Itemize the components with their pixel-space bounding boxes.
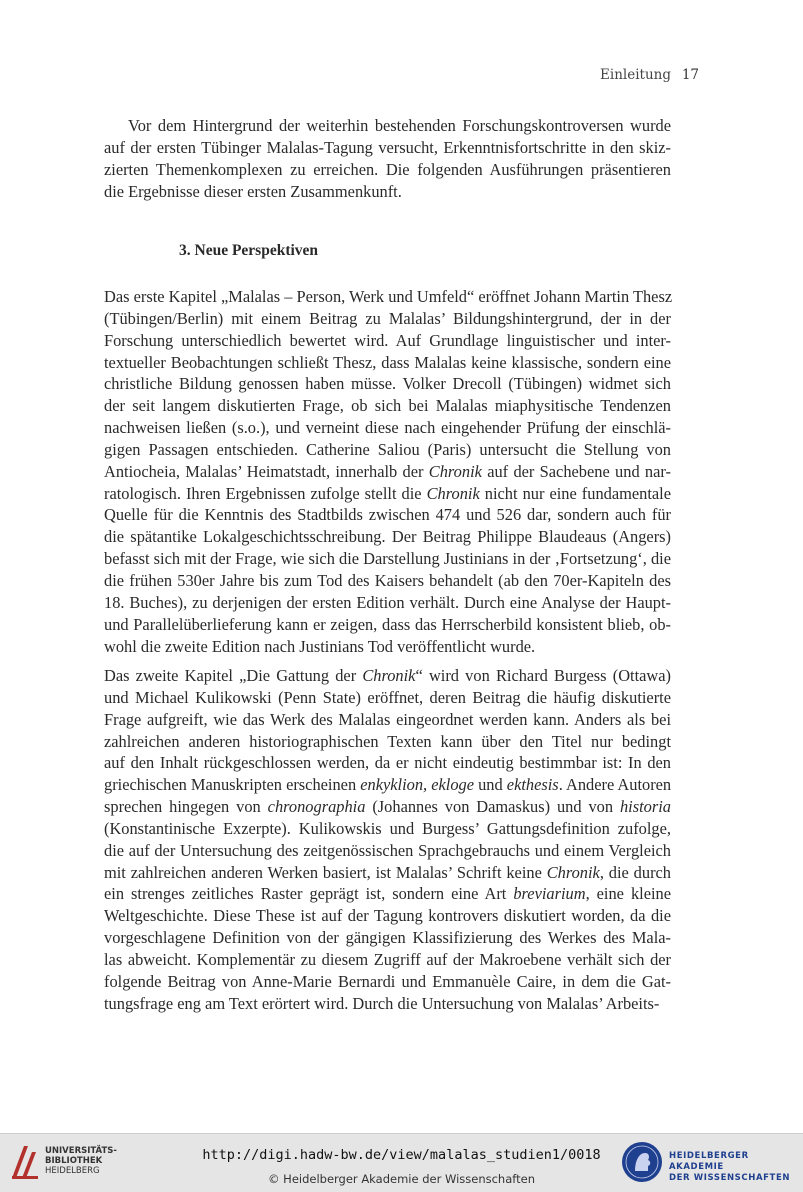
text-line: tungsfrage eng am Text erörtert wird. Durch die Untersuchung von Malalas’ Arbeits- bbox=[104, 993, 660, 1013]
text-line: Das erste Kapitel „Malalas – Person, Werk und Umfeld“ eröffnet Johann Martin Thesz bbox=[104, 287, 673, 306]
text-line: Weltgeschichte. Diese These ist auf der Tagung kontrovers diskutiert worden, da die bbox=[104, 906, 671, 926]
running-title: Einleitung bbox=[600, 67, 671, 83]
section-heading: 3. Neue Perspektiven bbox=[179, 242, 319, 259]
permalink-url[interactable]: http://digi.hadw-bw.de/view/malalas_studien1/0018 bbox=[202, 1147, 601, 1163]
academy-name: HEIDELBERGER AKADEMIE DER WISSENSCHAFTEN bbox=[669, 1151, 791, 1183]
text-line: auf den Inhalt rückgeschlossen werden, da er nicht eindeutig bestimmbar ist: In den bbox=[104, 753, 671, 773]
text-line: nachweisen ließen (s.o.), und verneint diese nach eingehender Prüfung der einschlä- bbox=[104, 418, 671, 438]
text-line: Frage aufgreift, wie das Werk des Malalas eingeordnet werden kann. Anders als bei bbox=[104, 709, 671, 729]
text-line: ratologisch. Ihren Ergebnissen zufolge stellt die Chronik nicht nur eine fundamentale bbox=[104, 483, 672, 503]
text-line: die auf der Untersuchung des zeitgenössischen Sprachgebrauchs und einem Vergleich bbox=[104, 840, 671, 860]
text-line: befasst sich mit der Frage, wie sich die Darstellung Justinians in der ‚Fortsetzung‘, die bbox=[104, 549, 671, 569]
text-line: zahlreichen anderen historiographischen Texten kann über den Titel nur bedingt bbox=[104, 731, 671, 751]
text-line: Forschung unterschiedlich bewertet wird. Auf Grundlage linguistischer und inter- bbox=[104, 330, 671, 350]
text-line: der seit langem diskutierten Frage, ob sich bei Malalas miaphysitische Tendenzen bbox=[104, 396, 671, 416]
text-line: die spätantike Lokalgeschichtsschreibung. Der Beitrag Philippe Blaudeaus (Angers) bbox=[104, 527, 671, 547]
page-number: 17 bbox=[681, 67, 699, 83]
text-line: die frühen 530er Jahre bis zum Tod des Kaisers behandelt (ab den 70er-Kapiteln des bbox=[104, 570, 671, 590]
academy-seal-icon bbox=[621, 1141, 663, 1183]
paragraph-intro bbox=[104, 115, 671, 202]
text-line: sprechen hingegen von chronographia (Johannes von Damaskus) und von historia bbox=[104, 797, 671, 817]
text-line: folgende Beitrag von Anne-Marie Bernardi und Emmanuèle Caire, in dem die Gat- bbox=[104, 971, 671, 991]
text-line: vorgeschlagene Definition von der gängigen Klassifizierung des Werkes des Mala- bbox=[104, 928, 671, 948]
text-line: Das zweite Kapitel „Die Gattung der Chronik“ wird von Richard Burgess (Ottawa) bbox=[104, 666, 671, 685]
text-line: Antiocheia, Malalas’ Heimatstadt, innerhalb der Chronik auf der Sachebene und nar- bbox=[104, 461, 671, 481]
text-line: griechischen Manuskripten erscheinen enkyklion, ekloge und ekthesis. Andere Autoren bbox=[104, 775, 672, 795]
text-line: Vor dem Hintergrund der weiterhin bestehenden Forschungskontroversen wurde bbox=[128, 116, 671, 135]
text-line: ein strenges zeitliches Raster geprägt ist, sondern eine Art breviarium, eine kleine bbox=[104, 884, 671, 904]
text-line: textueller Beobachtungen schließt Thesz, dass Malalas keine klassische, sondern eine bbox=[104, 352, 671, 372]
text-line: 18. Buches), zu derjenigen der ersten Edition verhält. Durch eine Analyse der Haupt- bbox=[104, 592, 671, 612]
text-line: (Konstantinische Exzerpte). Kulikowskis und Burgess’ Gattungsdefinition zufolge, bbox=[104, 818, 671, 838]
text-line: christliche Bildung genossen haben müsse. Volker Drecoll (Tübingen) widmet sich bbox=[104, 374, 671, 394]
paragraph-chapter-one bbox=[104, 286, 671, 657]
text-line: auf der ersten Tübinger Malalas-Tagung versucht, Erkenntnisfortschritte in den skiz- bbox=[104, 137, 671, 157]
university-library-name: UNIVERSITÄTS- BIBLIOTHEK HEIDELBERG bbox=[45, 1146, 117, 1176]
text-line: Quelle für die Kenntnis des Stadtbilds zwischen 474 und 526 dar, sondern auch für bbox=[104, 505, 671, 525]
paragraph-chapter-two bbox=[104, 665, 671, 1015]
text-line: zierten Themenkomplexen zu erreichen. Die folgenden Ausführungen präsentieren bbox=[104, 159, 671, 179]
text-line: (Tübingen/Berlin) mit einem Beitrag zu Malalas’ Bildungshintergrund, der in der bbox=[104, 308, 671, 328]
copyright-notice: © Heidelberger Akademie der Wissenschaften bbox=[268, 1172, 535, 1186]
text-line: und Parallelüberlieferung kann er zeigen, dass das Herrscherbild konsistent blieb, ob- bbox=[104, 614, 671, 634]
text-line: gigen Passagen entschieden. Catherine Saliou (Paris) untersucht die Stellung von bbox=[104, 439, 671, 459]
text-line: las abweicht. Komplementär zu diesem Zugriff auf der Makroebene verhält sich der bbox=[104, 949, 671, 969]
text-line: mit zahlreichen anderen Werken basiert, ist Malalas’ Schrift keine Chronik, die durch bbox=[104, 862, 671, 882]
viewer-footer bbox=[0, 1133, 803, 1192]
text-line: und Michael Kulikowski (Penn State) eröffnet, deren Beitrag die häufig diskutierte bbox=[104, 687, 671, 707]
text-line: wohl die zweite Edition nach Justinians Tod veröffentlicht wurde. bbox=[104, 636, 536, 656]
text-line: die Ergebnisse dieser ersten Zusammenkunft. bbox=[104, 181, 402, 201]
